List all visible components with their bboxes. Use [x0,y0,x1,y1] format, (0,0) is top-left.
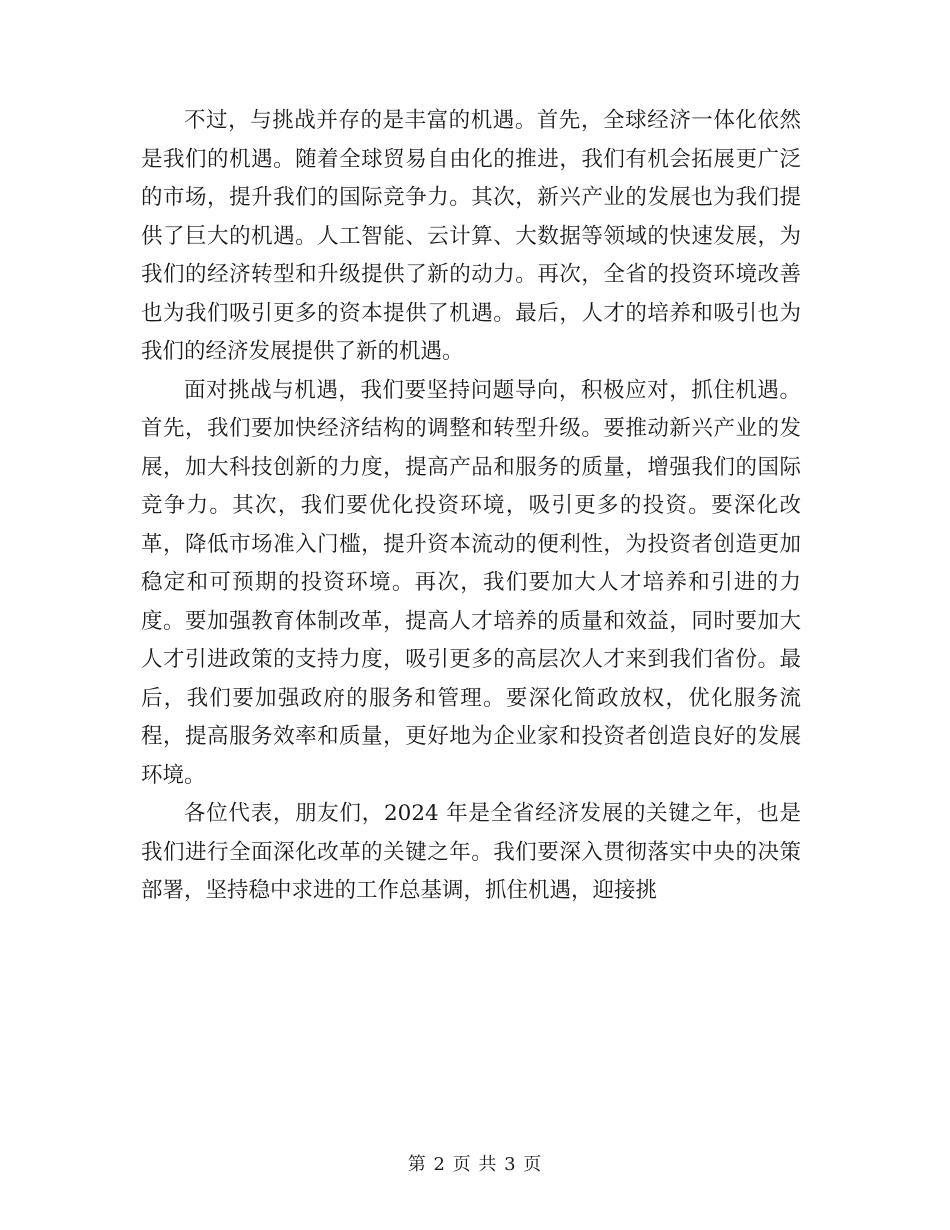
page-number-footer: 第 2 页 共 3 页 [407,1154,543,1175]
paragraph-response: 面对挑战与机遇，我们要坚持问题导向，积极应对，抓住机遇。首先，我们要加快经济结构的调整和转型升级。要推动新兴产业的发展，加大科技创新的力度，提高产品和服务的质量，增强我们的国际竞争力。其次，我们要优化投资环境，吸引更多的投资。要深化改革，降低市场准入门槛，提升资本流动的便利性，为投资者创造更加稳定和可预期的投资环境。再次，我们要加大人才培养和引进的力度。要加强教育体制改革，提高人才培养的质量和效益，同时要加大人才引进政策的支持力度，吸引更多的高层次人才来到我们省份。最后，我们要加强政府的服务和管理。要深化简政放权，优化服务流程，提高服务效率和质量，更好地为企业家和投资者创造良好的发展环境。 [141,377,801,788]
document-body [141,102,801,911]
paragraph-address: 各位代表，朋友们，2024 年是全省经济发展的关键之年，也是我们进行全面深化改革的关键之年。我们要深入贯彻落实中央的决策部署，坚持稳中求进的工作总基调，抓住机遇，迎接挑 [141,801,801,903]
paragraph-opportunities: 不过，与挑战并存的是丰富的机遇。首先，全球经济一体化依然是我们的机遇。随着全球贸易自由化的推进，我们有机会拓展更广泛的市场，提升我们的国际竞争力。其次，新兴产业的发展也为我们提供了巨大的机遇。人工智能、云计算、大数据等领域的快速发展，为我们的经济转型和升级提供了新的动力。再次，全省的投资环境改善也为我们吸引更多的资本提供了机遇。最后，人才的培养和吸引也为我们的经济发展提供了新的机遇。 [141,108,801,364]
